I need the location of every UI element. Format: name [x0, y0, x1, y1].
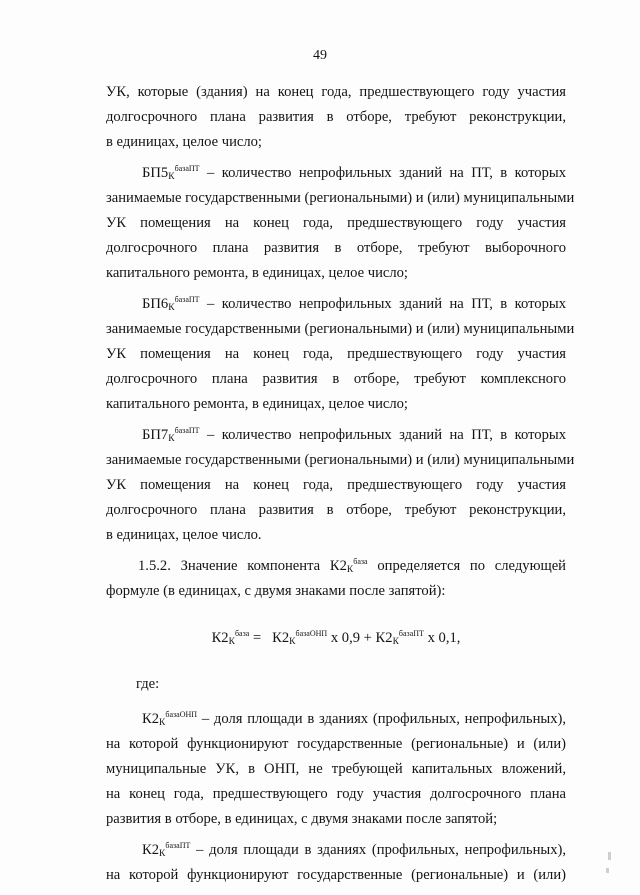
text-line: УК, которые (здания) на конец года, предшествующего году участия: [106, 84, 566, 100]
formula-term-2: К2: [375, 630, 393, 646]
text-line: [106, 554, 566, 579]
formula-equals: =: [249, 630, 273, 646]
text-line: капитального ремонта, в единицах, целое число;: [106, 265, 408, 281]
text-line: на которой функционируют государственные (региональные) и (или): [106, 867, 566, 883]
where-label: где:: [136, 676, 160, 692]
definition-text: – количество непрофильных зданий на ПТ, в которых: [199, 296, 566, 312]
definition-k2-pt: [106, 838, 566, 888]
definition-bp5: [106, 161, 575, 286]
formula-lhs: К2: [211, 630, 229, 646]
variable-subscript: К: [346, 565, 354, 575]
definition-text: – доля площади в зданиях (профильных, непрофильных),: [197, 711, 566, 727]
variable-superscript: базаПТ: [174, 164, 200, 173]
variable-name: БП7: [142, 427, 169, 443]
text-line: долгосрочного плана развития в отборе, требуют реконструкции,: [106, 109, 566, 125]
text-line: [106, 292, 566, 317]
variable-superscript: базаПТ: [174, 426, 200, 435]
variable-subscript: К: [168, 434, 175, 444]
text-line: в единицах, целое число;: [106, 134, 262, 150]
variable-superscript: базаПТ: [165, 841, 191, 850]
variable-subscript: К: [168, 303, 175, 313]
scan-speck: [606, 868, 609, 873]
formula-k2-baza: [106, 624, 566, 652]
formula-term-1-superscript: базаОНП: [295, 629, 328, 638]
text-line: муниципальные УК, в ОНП, не требующей капитальных вложений,: [106, 761, 566, 777]
formula-term-1: К2: [272, 630, 290, 646]
text-line: занимаемые государственными (региональными) и (или) муниципальными: [106, 190, 575, 206]
text-line: долгосрочного плана развития в отборе, требуют реконструкции,: [106, 502, 566, 518]
variable-superscript: базаОНП: [165, 710, 198, 719]
variable-name: К2: [142, 711, 160, 727]
scan-speck: [608, 852, 611, 860]
variable-subscript: К: [168, 172, 175, 182]
text-line: УК помещения на конец года, предшествующего году участия: [106, 477, 566, 493]
variable-name: К2: [142, 842, 160, 858]
formula-term-2-superscript: базаПТ: [398, 629, 424, 638]
definition-bp7: [106, 423, 575, 548]
text-line: УК помещения на конец года, предшествующего году участия: [106, 346, 566, 362]
definition-text: – количество непрофильных зданий на ПТ, в которых: [199, 165, 566, 181]
formula-term-1-coefficient: х 0,9 +: [327, 630, 376, 646]
text-line: на конец года, предшествующего году участия долгосрочного плана: [106, 786, 566, 802]
text-line: занимаемые государственными (региональными) и (или) муниципальными: [106, 452, 575, 468]
text-line: [106, 423, 566, 448]
definition-bp6: [106, 292, 575, 417]
section-text: определяется по следующей: [367, 558, 566, 574]
formula-term-1-subscript: К: [289, 637, 296, 647]
definition-text: – количество непрофильных зданий на ПТ, в которых: [199, 427, 566, 443]
definition-k2-onp: [106, 707, 566, 832]
variable-superscript: база: [353, 557, 368, 566]
formula-term-2-coefficient: х 0,1,: [423, 630, 461, 646]
variable-name: БП5: [142, 165, 169, 181]
text-line: [106, 838, 566, 863]
text-line: формуле (в единицах, с двумя знаками после запятой):: [106, 583, 446, 599]
definition-text: – доля площади в зданиях (профильных, непрофильных),: [190, 842, 566, 858]
variable-subscript: К: [159, 718, 166, 728]
variable-superscript: базаПТ: [174, 295, 200, 304]
formula-lhs-subscript: К: [228, 637, 235, 647]
text-line: долгосрочного плана развития в отборе, требуют выборочного: [106, 240, 566, 256]
text-line: долгосрочного плана развития в отборе, требуют комплексного: [106, 371, 566, 387]
formula-lhs-superscript: база: [234, 629, 250, 638]
text-line: капитального ремонта, в единицах, целое число;: [106, 396, 408, 412]
paragraph-continuation: [106, 80, 566, 155]
formula-term-2-subscript: К: [392, 637, 399, 647]
text-line: УК помещения на конец года, предшествующего году участия: [106, 215, 566, 231]
section-1-5-2: [106, 554, 566, 604]
text-line: [106, 161, 566, 186]
page-body: [106, 80, 575, 888]
text-line: в единицах, целое число.: [106, 527, 262, 543]
text-line: на которой функционируют государственные (региональные) и (или): [106, 736, 566, 752]
page-number: 49: [313, 48, 327, 63]
section-text: 1.5.2. Значение компонента К2: [138, 558, 347, 574]
text-line: развития в отборе, в единицах, с двумя знаками после запятой;: [106, 811, 498, 827]
variable-name: БП6: [142, 296, 169, 312]
text-line: [106, 707, 566, 732]
text-line: занимаемые государственными (региональными) и (или) муниципальными: [106, 321, 575, 337]
variable-subscript: К: [159, 849, 166, 859]
